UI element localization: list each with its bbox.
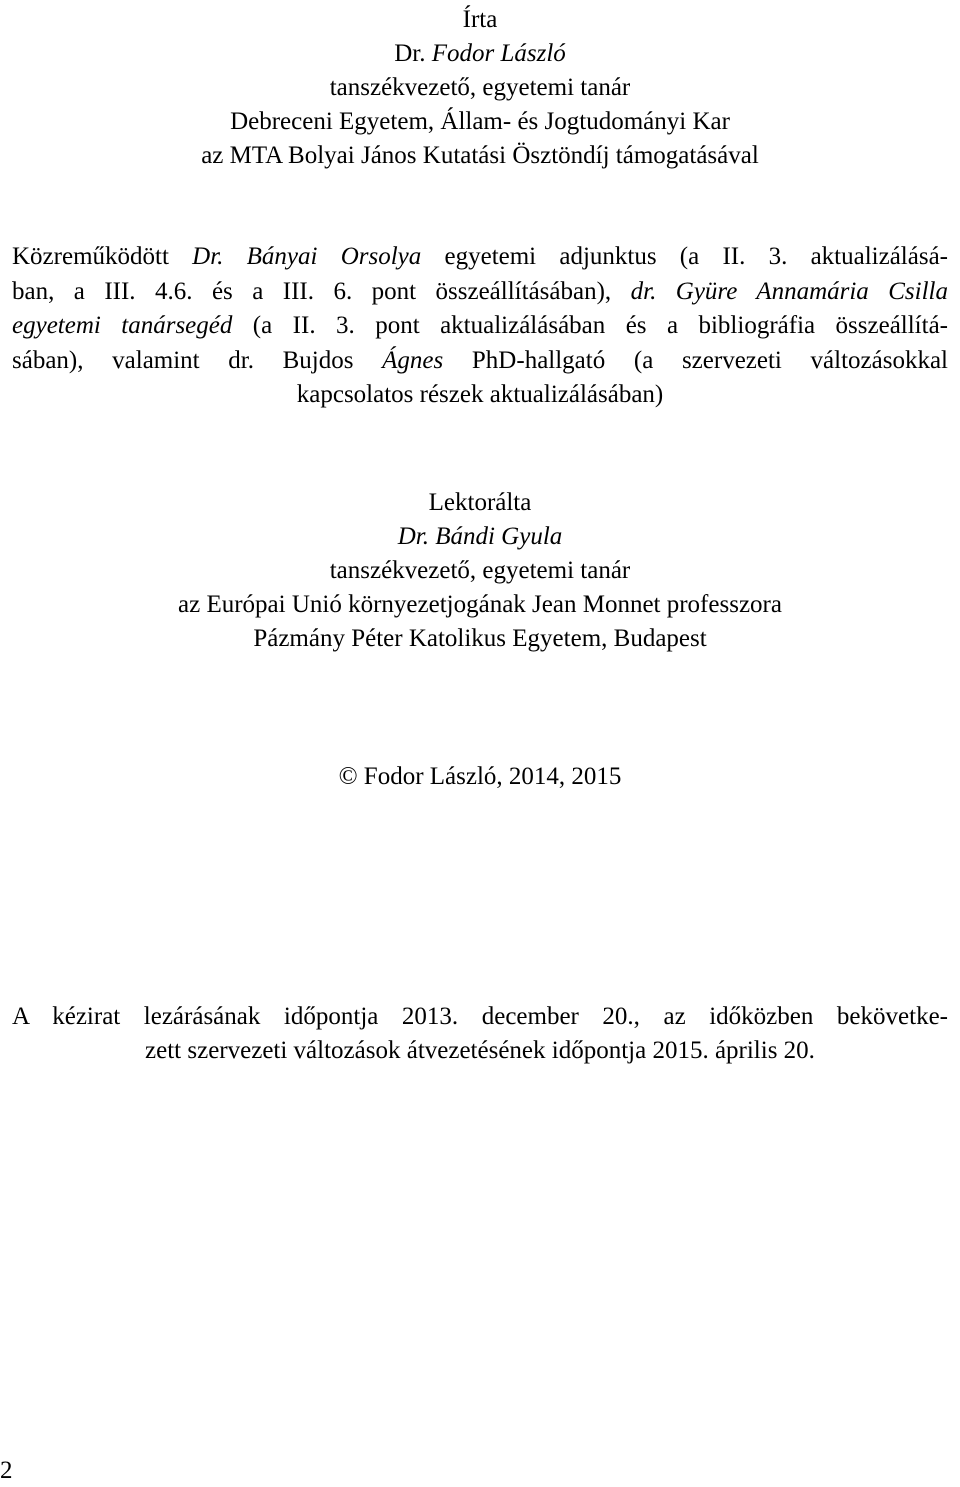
author-name: Fodor László bbox=[431, 40, 566, 67]
reviewer-institution: Pázmány Péter Katolikus Egyetem, Budapest bbox=[253, 625, 707, 652]
author-block bbox=[0, 3, 960, 173]
contributors-text: ban, a III. 4.6. és a III. 6. pont összeállításában), bbox=[12, 277, 631, 305]
contributor-name-bujdos: Ágnes bbox=[382, 346, 444, 374]
reviewer-role: az Európai Unió környezetjogának Jean Monnet professzora bbox=[178, 591, 782, 618]
reviewer-position: tanszékvezető, egyetemi tanár bbox=[329, 557, 631, 584]
closing-line-2: zett szervezeti változások átvezetésének időpontja 2015. április 20. bbox=[145, 1037, 815, 1064]
author-heading: Írta bbox=[462, 6, 498, 33]
contributors-text: (a II. 3. pont aktualizálásában és a bibliográfia összeállítá- bbox=[232, 312, 949, 339]
author-title: Dr. bbox=[394, 40, 426, 67]
contributors-line-1 bbox=[12, 240, 948, 275]
copyright-notice: © Fodor László, 2014, 2015 bbox=[338, 763, 622, 790]
reviewer-name: Dr. Bándi Gyula bbox=[397, 523, 563, 550]
contributors-text: Közreműködött bbox=[12, 243, 193, 270]
contributors-paragraph bbox=[12, 240, 948, 413]
author-name-line bbox=[0, 37, 960, 71]
contributor-name-gyure: dr. Gyüre Annamária Csilla bbox=[630, 277, 948, 305]
closing-line-1: A kézirat lezárásának időpontja 2013. december 20., az időközben bekövetke- bbox=[12, 1003, 948, 1030]
contributors-line-5: kapcsolatos részek aktualizálásában) bbox=[296, 381, 664, 408]
contributors-line-4 bbox=[12, 344, 948, 379]
contributors-line-3 bbox=[12, 309, 948, 344]
reviewer-block bbox=[0, 486, 960, 656]
copyright-block bbox=[0, 760, 960, 794]
page-number: 2 bbox=[0, 1457, 13, 1484]
contributor-name-banyai: Dr. Bányai Orsolya bbox=[192, 243, 422, 270]
contributors-line-2 bbox=[12, 275, 948, 310]
contributors-text: sában), valamint dr. Bujdos bbox=[12, 346, 383, 374]
author-position: tanszékvezető, egyetemi tanár bbox=[329, 74, 631, 101]
contributor-role-gyure: egyetemi tanársegéd bbox=[12, 312, 233, 339]
reviewer-heading: Lektorálta bbox=[428, 489, 532, 516]
reviewer-name-line bbox=[0, 520, 960, 554]
closing-paragraph bbox=[12, 1000, 948, 1068]
author-institution: Debreceni Egyetem, Állam- és Jogtudományi Kar bbox=[230, 108, 730, 135]
contributors-text: PhD-hallgató (a szervezeti változásokkal bbox=[443, 346, 948, 374]
contributors-text: egyetemi adjunktus (a II. 3. aktualizálásá- bbox=[421, 243, 948, 270]
author-grant: az MTA Bolyai János Kutatási Ösztöndíj támogatásával bbox=[201, 142, 759, 169]
